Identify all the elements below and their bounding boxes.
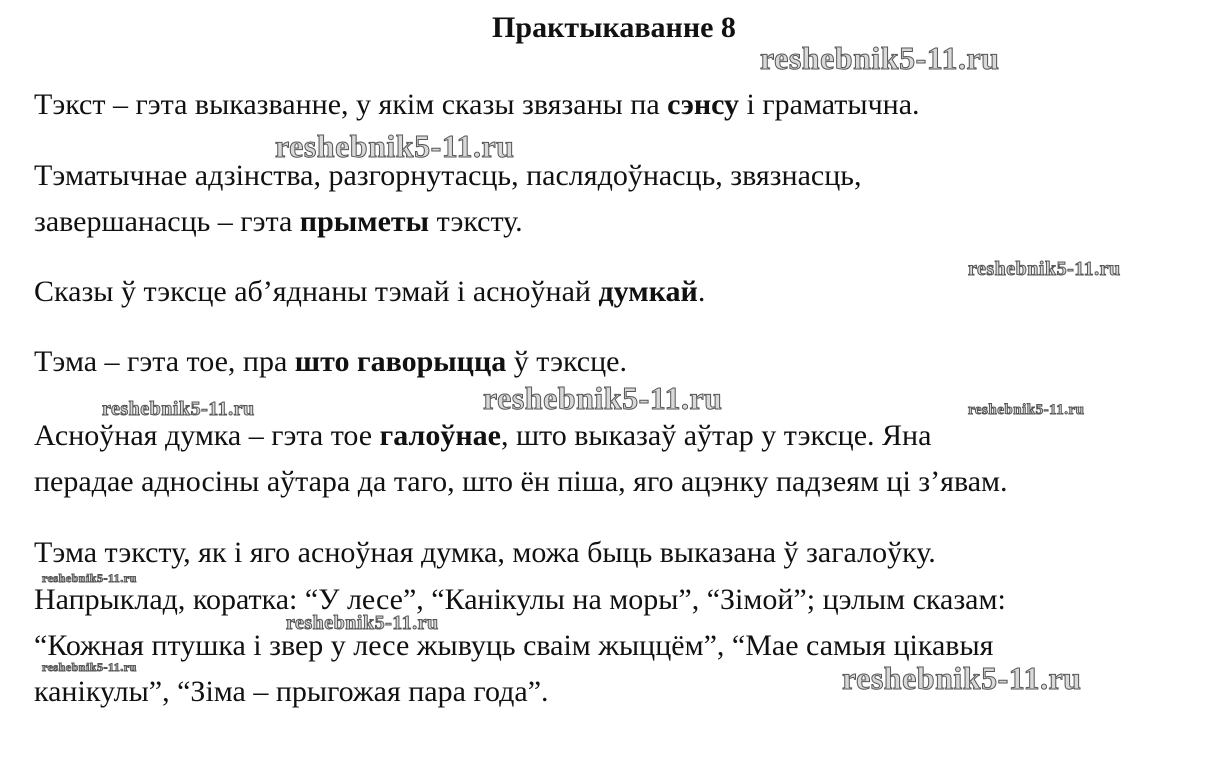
paragraph-6-line-2: Напрыклад, коратка: “У лесе”, “Канікулы на моры”, “Зімой”; цэлым сказам: [34,583,1006,616]
watermark: reshebnik5-11.ru [102,398,255,420]
watermark: reshebnik5-11.ru [968,258,1121,280]
paragraph-6-line-3: “Кожная птушка і звер у лесе жывуць сваім жыццём”, “Мае самыя цікавыя [34,629,994,662]
page-title: Практыкаванне 8 [492,11,736,44]
paragraph-4-line-1: Тэма – гэта тое, пра што гаворыцца ў тэксце. [34,345,627,378]
watermark: reshebnik5-11.ru [842,660,1082,696]
paragraph-1-line-1: Тэкст – гэта выказванне, у якім сказы звязаны па сэнсу і граматычна. [34,88,920,121]
paragraph-2-line-2: завершанасць – гэта прыметы тэксту. [34,205,523,238]
watermark: reshebnik5-11.ru [968,402,1085,418]
watermark: reshebnik5-11.ru [42,660,137,674]
paragraph-6-line-1: Тэма тэксту, як і яго асноўная думка, можа быць выказана ў загалоўку. [34,536,936,569]
paragraph-5-line-2: перадае адносіны аўтара да таго, што ён піша, яго ацэнку падзеям ці з’явам. [34,465,1008,498]
watermark: reshebnik5-11.ru [286,612,439,634]
paragraph-3-line-1: Сказы ў тэксце аб’яднаны тэмай і асноўнай думкай. [34,275,706,308]
watermark: reshebnik5-11.ru [760,40,1000,76]
paragraph-6-line-4: канікулы”, “Зіма – прыгожая пара года”. [34,675,549,708]
paragraph-2-line-1: Тэматычнае адзінства, разгорнутасць, паслядоўнасць, звязнасць, [34,159,862,192]
watermark: reshebnik5-11.ru [42,571,137,585]
watermark: reshebnik5-11.ru [275,128,515,164]
paragraph-5-line-1: Асноўная думка – гэта тое галоўнае, што выказаў аўтар у тэксце. Яна [34,419,932,452]
watermark: reshebnik5-11.ru [483,380,723,416]
